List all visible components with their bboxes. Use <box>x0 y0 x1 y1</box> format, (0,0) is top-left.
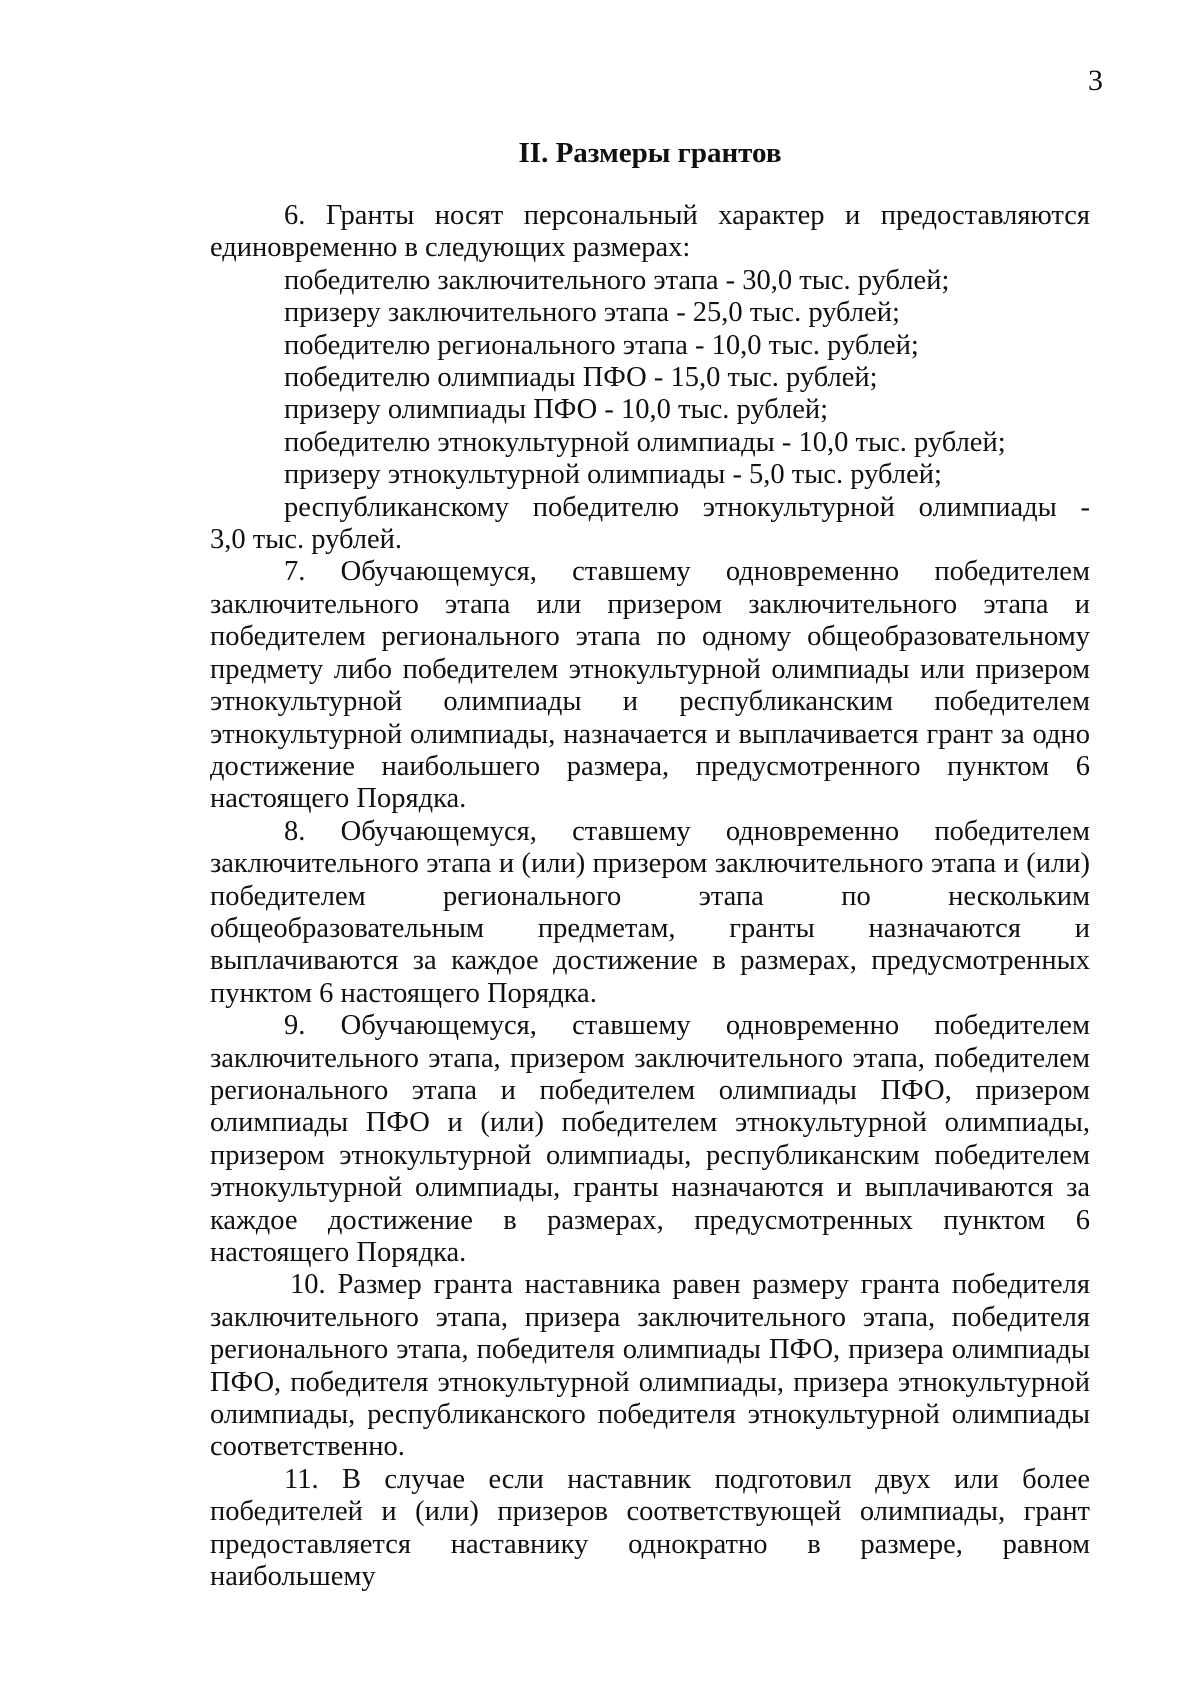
page-number: 3 <box>1088 64 1103 97</box>
paragraph-7: 7. Обучающемуся, ставшему одновременно победителем заключительного этапа или призером заключительного этапа и победителем регионального этапа по одному общеобразовательному предмету либо победителем этнокультурной олимпиады или призером этнокультурной олимпиады и республиканским победителем этнокультурной олимпиады, назначается и выплачивается грант за одно достижение наибольшего размера, предусмотренного пунктом 6 настоящего Порядка. <box>210 556 1090 815</box>
grant-size-item: призеру олимпиады ПФО - 10,0 тыс. рублей; <box>284 394 829 426</box>
paragraph-10: 10. Размер гранта наставника равен размеру гранта победителя заключительного этапа, призера заключительного этапа, победителя регионального этапа, победителя олимпиады ПФО, призера олимпиады ПФО, победителя этнокультурной олимпиады, призера этнокультурной олимпиады, республиканского победителя этнокультурной олимпиады соответственно. <box>210 1269 1090 1463</box>
paragraph-8: 8. Обучающемуся, ставшему одновременно победителем заключительного этапа и (или) призером заключительного этапа и (или) победителем регионального этапа по нескольким общеобразовательным предметам, гранты назначаются и выплачиваются за каждое достижение в размерах, предусмотренных пунктом 6 настоящего Порядка. <box>210 815 1090 1009</box>
grant-size-item: победителю олимпиады ПФО - 15,0 тыс. рублей; <box>284 362 878 394</box>
grant-size-item: призеру заключительного этапа - 25,0 тыс. рублей; <box>284 297 900 329</box>
grant-size-item: победителю заключительного этапа - 30,0 тыс. рублей; <box>284 264 950 296</box>
paragraph-9: 9. Обучающемуся, ставшему одновременно победителем заключительного этапа, призером заключительного этапа, победителем регионального этапа и победителем олимпиады ПФО, призером олимпиады ПФО и (или) победителем этнокультурной олимпиады, призером этнокультурной олимпиады, республиканским победителем этнокультурной олимпиады, гранты назначаются и выплачиваются за каждое достижение в размерах, предусмотренных пунктом 6 настоящего Порядка. <box>210 1010 1090 1268</box>
paragraph-6-intro: 6. Гранты носят персональный характер и предоставляются единовременно в следующих размерах: <box>210 200 1090 264</box>
section-title: II. Размеры грантов <box>518 137 782 169</box>
grant-size-item: победителю этнокультурной олимпиады - 10,0 тыс. рублей; <box>284 426 1006 458</box>
grant-size-item: призеру этнокультурной олимпиады - 5,0 тыс. рублей; <box>284 459 942 491</box>
paragraph-11: 11. В случае если наставник подготовил двух или более победителей и (или) призеров соответствующей олимпиады, грант предоставляется наставнику однократно в размере, равном наибольшему <box>210 1463 1090 1593</box>
grant-size-list <box>210 265 1090 557</box>
grant-size-item: победителю регионального этапа - 10,0 тыс. рублей; <box>284 329 919 361</box>
document-body <box>210 200 1090 1593</box>
grant-size-item-republican: республиканскому победителю этнокультурной олимпиады - <box>284 491 1090 523</box>
grant-size-item-republican-amount: 3,0 тыс. рублей. <box>210 524 403 556</box>
